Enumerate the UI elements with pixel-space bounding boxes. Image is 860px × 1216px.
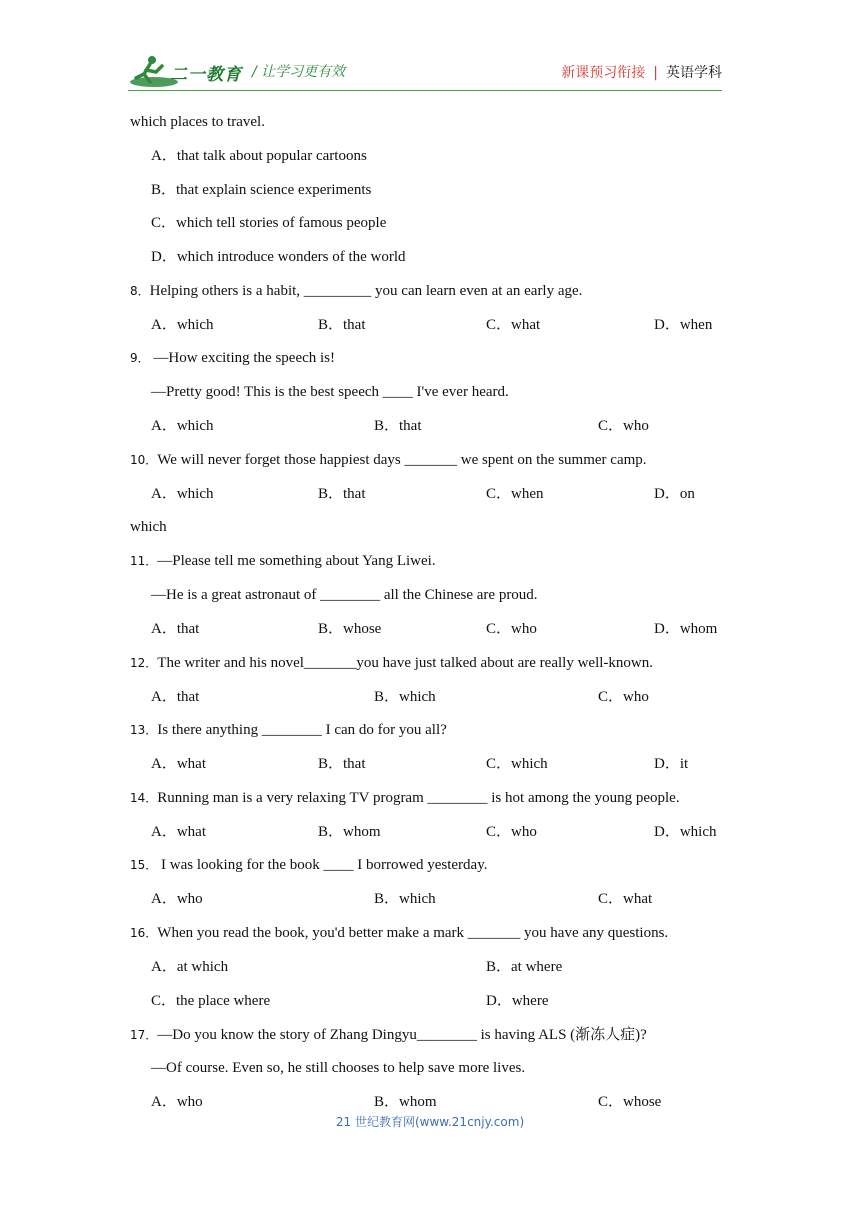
option: C．what	[486, 317, 541, 333]
option: B．whom	[318, 824, 381, 840]
question-number: 9．	[130, 351, 150, 365]
option: B．which	[374, 891, 436, 907]
question-number: 12．	[130, 656, 158, 670]
question-10	[130, 451, 647, 469]
continuation-line: which places to travel.	[130, 114, 265, 130]
option: B．which	[374, 689, 436, 705]
option: D．whom	[654, 621, 718, 637]
question-text: you can learn even at an early age.	[371, 283, 583, 299]
option: A．what	[151, 756, 206, 772]
question-text: When you read the book, you'd better make a mark _______ you have any questions.	[157, 925, 669, 941]
question-15	[130, 856, 487, 874]
question-blank: _________	[303, 283, 372, 299]
option: B．whom	[374, 1094, 437, 1110]
question-dialogue: —Of course. Even so, he still chooses to help save more lives.	[151, 1060, 526, 1076]
question-17	[130, 1026, 647, 1044]
subject-label: 英语学科	[666, 65, 722, 81]
option: C．what	[598, 891, 653, 907]
question-8	[130, 282, 582, 300]
question-dialogue: —Pretty good! This is the best speech ____ I've ever heard.	[151, 384, 509, 400]
question-text: you have just talked about are really well-known.	[356, 655, 653, 671]
option: B．that	[318, 486, 366, 502]
option: C．when	[486, 486, 544, 502]
option: C．who	[598, 418, 649, 434]
option: D．when	[654, 317, 713, 333]
option: A．that	[151, 689, 200, 705]
question-11	[130, 552, 436, 570]
question-blank: _______	[303, 655, 357, 671]
question-number: 17．	[130, 1028, 158, 1042]
option: B．that	[318, 317, 366, 333]
question-text: is hot among the young people.	[487, 790, 680, 806]
option: A．which	[151, 317, 214, 333]
option: C．who	[598, 689, 649, 705]
question-13	[130, 721, 447, 739]
question-text: —Please tell me something about Yang Liwei.	[157, 553, 436, 569]
option: C．which tell stories of famous people	[151, 215, 387, 231]
question-number: 14．	[130, 791, 158, 805]
option: B．that	[374, 418, 422, 434]
question-text: Is there anything ________ I can do for you all?	[157, 722, 447, 738]
page-footer: 21 世纪教育网(www.21cnjy.com)	[335, 1115, 525, 1129]
option: C．who	[486, 621, 537, 637]
question-text: We will never forget those happiest days _______ we spent on the summer camp.	[157, 452, 647, 468]
option: C．who	[486, 824, 537, 840]
option: D．which introduce wonders of the world	[151, 249, 406, 265]
option: D．where	[486, 993, 549, 1009]
option: C．which	[486, 756, 548, 772]
question-9	[130, 349, 335, 367]
course-label: 新课预习衔接	[561, 65, 646, 81]
question-blank: ________	[427, 790, 488, 806]
question-dialogue: —He is a great astronaut of ________ all the Chinese are proud.	[151, 587, 538, 603]
header-separator: |	[653, 65, 658, 81]
option: A．what	[151, 824, 206, 840]
question-16	[130, 924, 668, 942]
question-text: —How exciting the speech is!	[149, 350, 336, 366]
option: D．on	[654, 486, 695, 502]
option: D．which	[654, 824, 717, 840]
question-number: 11．	[130, 554, 158, 568]
question-number: 16．	[130, 926, 158, 940]
page-header	[0, 0, 860, 100]
question-text: The writer and his novel	[157, 655, 304, 671]
header-course-info	[561, 62, 722, 82]
question-text: I was looking for the book ____ I borrowed yesterday.	[157, 857, 488, 873]
question-number: 15．	[130, 858, 158, 872]
option: C．whose	[598, 1094, 662, 1110]
question-number: 8．	[130, 284, 150, 298]
question-14	[130, 789, 680, 807]
option: A．at which	[151, 959, 229, 975]
option: A．who	[151, 1094, 203, 1110]
question-text: —Do you know the story of Zhang Dingyu________ is having ALS (渐冻人症)?	[157, 1027, 647, 1043]
option-wrap: which	[130, 519, 167, 535]
question-12	[130, 654, 653, 672]
option: B．that	[318, 756, 366, 772]
option: D．it	[654, 756, 689, 772]
question-text: Running man is a very relaxing TV program	[157, 790, 428, 806]
slogan: / 让学习更有效	[252, 64, 346, 80]
option: B．that explain science experiments	[151, 182, 372, 198]
option: A．which	[151, 418, 214, 434]
option: A．which	[151, 486, 214, 502]
option: A．who	[151, 891, 203, 907]
question-number: 13．	[130, 723, 158, 737]
option: B．at where	[486, 959, 563, 975]
question-number: 10．	[130, 453, 158, 467]
question-text: Helping others is a habit,	[149, 283, 304, 299]
option: A．that talk about popular cartoons	[151, 148, 367, 164]
option: B．whose	[318, 621, 382, 637]
option: C．the place where	[151, 993, 271, 1009]
header-divider	[128, 90, 722, 91]
logo-text: 二一教育	[170, 65, 242, 85]
option: A．that	[151, 621, 200, 637]
